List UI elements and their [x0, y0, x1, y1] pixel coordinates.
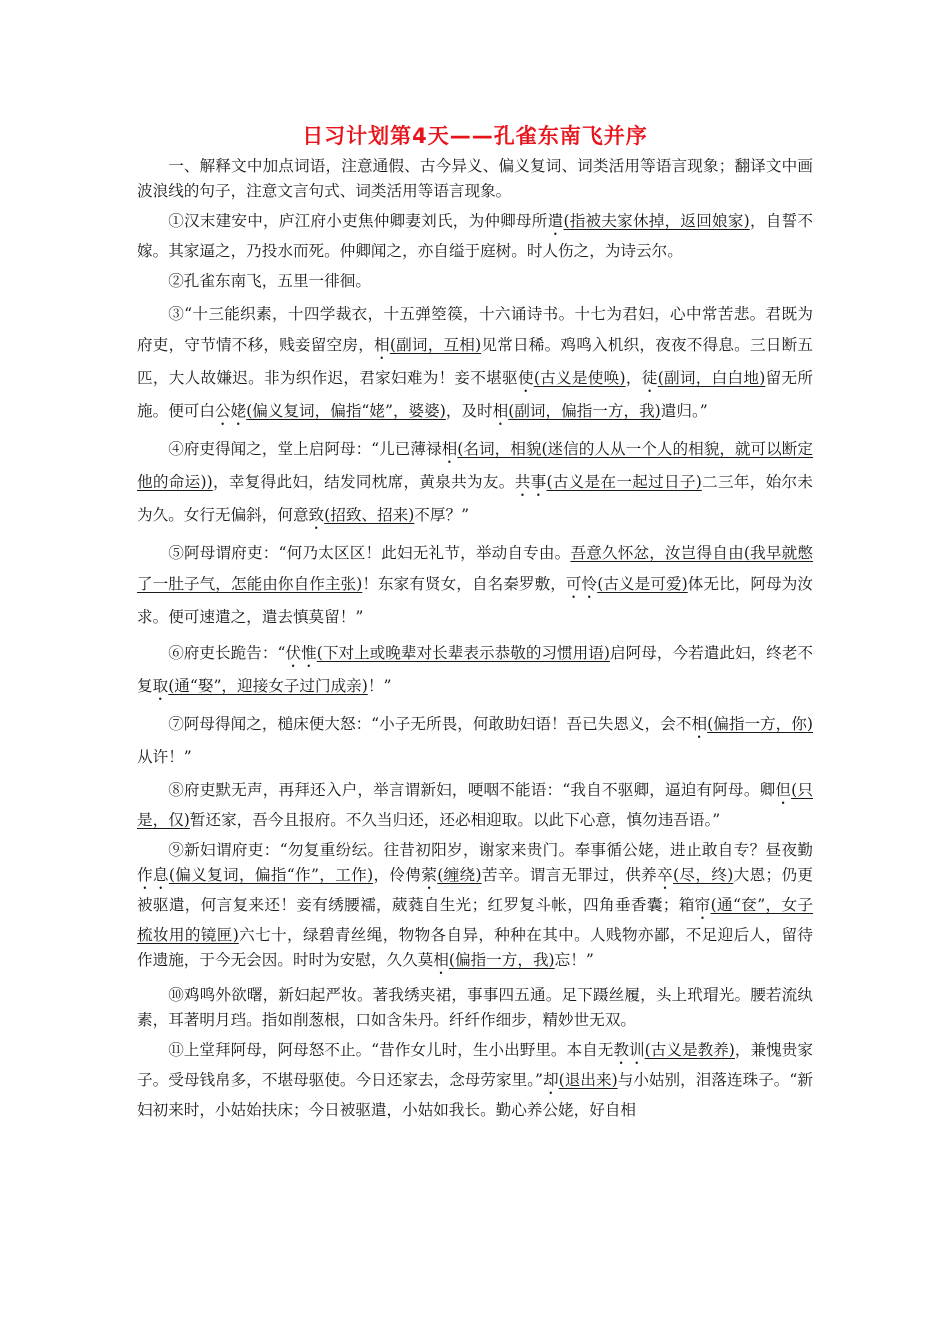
- dotted-keyword: 作息: [137, 866, 169, 884]
- paragraph-10: [137, 983, 813, 1033]
- annotation-text: (副词，互相): [389, 336, 482, 354]
- passage-text: ⑨新妇谓府吏：“勿复重纷纭。往昔初阳岁，谢家来贵门。奉事循公姥，进止敢自专？昼夜勤: [168, 841, 813, 859]
- passage-text: 与小姑别，泪落连珠子。“新妇初来时，小姑始扶床；今日被驱遣，小姑如我长。勤心养公姥，好自相: [137, 1071, 813, 1119]
- passage-text: ，兼愧贵家子。受母钱帛多，不堪母驱使。今日还家去，念母劳家里。”: [137, 1041, 813, 1089]
- passage-text: ④府吏得闻之，堂上启阿母：“儿已薄禄: [168, 440, 442, 458]
- passage-text: 不厚？”: [414, 506, 470, 524]
- passage-text: ，伶俜: [373, 866, 422, 884]
- dotted-keyword: 萦: [421, 866, 438, 884]
- annotation-text: (副词，偏指一方，我): [508, 402, 661, 420]
- dotted-keyword: 相: [691, 715, 708, 733]
- passage-text: ，及时: [445, 402, 493, 420]
- annotation-text: (尽，终): [673, 866, 734, 884]
- dotted-keyword: “伏惟: [277, 644, 317, 662]
- passage-text: ⑪上堂拜阿母，阿母怒不止。“昔作女儿时，生小出野里。本自无: [168, 1041, 614, 1059]
- annotation-text: (退出来): [558, 1071, 618, 1089]
- passage-text: ⑧府吏默无声，再拜还入户，举言谓新妇，哽咽不能语：“我自不驱卿，逼迫有阿母。卿: [168, 781, 776, 799]
- dotted-keyword: 帘: [694, 896, 711, 914]
- annotation-text: (指被夫家休掉，返回娘家): [563, 212, 750, 230]
- dotted-keyword: 却: [543, 1071, 559, 1089]
- passage-text: ⑩鸡鸣外欲曙，新妇起严妆。著我绣夹裙，事事四五通。足下蹑丝履，头上玳瑁光。腰若流纨素，耳著明月珰。指如削葱根，口如含朱丹。纤纤作细步，精妙世无双。: [137, 986, 813, 1029]
- paragraph-2: [137, 269, 813, 294]
- paragraph-9: [137, 838, 813, 978]
- passage-text: 二三年，始尔未为久。女行无偏斜，何意: [137, 473, 813, 524]
- passage-text: 遣归。”: [660, 402, 708, 420]
- annotation-text: (通“娶”，迎接女子过门成亲): [168, 677, 368, 695]
- paragraph-8: [137, 778, 813, 833]
- dotted-keyword: 公姥: [214, 402, 247, 420]
- paragraph-5: [137, 538, 813, 633]
- annotation-text: (古义是在一起过日子): [546, 473, 702, 491]
- passage-text: ，幸复得此妇，结发同枕席，黄泉共为友。: [212, 473, 515, 491]
- annotation-text: (副词，白白地): [657, 369, 766, 387]
- dotted-keyword: 但: [775, 781, 792, 799]
- passage-text: 六七十，绿碧青丝绳，物物各自异，种种在其中。人贱物亦鄙，不足迎后人，留待作遗施，于今无会因。时时为安慰，久久莫: [137, 926, 813, 969]
- dotted-keyword: 相: [433, 951, 449, 969]
- annotation-text: (偏义复词，偏指“姥”，婆婆): [246, 402, 446, 420]
- annotation-text: (招致、招来): [324, 506, 415, 524]
- dotted-keyword: 徒: [641, 369, 658, 387]
- paragraph-4: [137, 434, 813, 533]
- passage-text: ⑥府吏长跪告：: [168, 644, 278, 662]
- passage-text: 体无比，阿母为汝求。便可速遣之，遣去慎莫留！”: [137, 575, 813, 626]
- annotation-text: (古义是教养): [644, 1041, 735, 1059]
- annotation-text: 吾意久怀忿，汝岂得自由: [570, 544, 744, 562]
- dotted-keyword: 遣: [547, 212, 564, 230]
- document-title: 日习计划第4天——孔雀东南飞并序: [302, 124, 648, 148]
- passage-text: ⑦阿母得闻之，槌床便大怒：“小子无所畏，何敢助妇语！吾已失恩义，会不: [168, 715, 692, 733]
- intro-paragraph: 一、解释文中加点词语，注意通假、古今异义、偏义复词、词类活用等语言现象；翻译文中画波浪线的句子，注意文言句式、词类活用等语言现象。: [137, 157, 813, 200]
- paragraph-11: [137, 1038, 813, 1123]
- annotation-text: (古义是可爱): [597, 575, 688, 593]
- passage-text: 苦辛。谓言无罪过，供养: [481, 866, 658, 884]
- annotation-text: (我早就憋了一肚子气，怎能由你自作主张): [137, 544, 813, 593]
- dotted-keyword: 教训: [613, 1041, 645, 1059]
- passage-text: ！”: [367, 677, 392, 695]
- document-body: [137, 154, 813, 1128]
- passage-text: ①汉末建安中，庐江府小吏焦仲卿妻刘氏，为仲卿母所: [168, 212, 548, 230]
- annotation-text: (偏指一方，我): [448, 951, 555, 969]
- dotted-keyword: 致: [308, 506, 325, 524]
- paragraph-3: [137, 299, 813, 429]
- passage-text: ⑤阿母谓府吏：“何乃太区区！此妇无礼节，举动自专由。: [168, 544, 571, 562]
- passage-text: 忘！”: [554, 951, 594, 969]
- dotted-keyword: 取: [152, 677, 169, 695]
- dotted-keyword: 相: [374, 336, 390, 354]
- annotation-text: (通“奁”，女子梳妆用的镜匣): [137, 896, 813, 944]
- paragraph-1: [137, 209, 813, 264]
- dotted-keyword: 共事: [514, 473, 547, 491]
- annotation-text: (下对上或晚辈对长辈表示恭敬的习惯用语): [316, 644, 610, 662]
- annotation-text: (缠绕): [437, 866, 482, 884]
- paragraph-7: [137, 709, 813, 773]
- passage-text: ，自誓不嫁。其家逼之，乃投水而死。仲卿闻之，亦自缢于庭树。时人伤之，为诗云尔。: [137, 212, 813, 260]
- passage-text: ，: [625, 369, 642, 387]
- passage-text: 见常日稀。鸡鸣入机织，夜夜不得息。三日断五匹，大人故嫌迟。非为织作迟，君家妇难为！妾不堪驱: [137, 336, 813, 387]
- annotation-text: (偏指一方，你): [707, 715, 813, 733]
- annotation-text: (名词，相貌(迷信的人从一个人的相貌，就可以断定他的命运)): [137, 440, 813, 491]
- passage-text: ！东家有贤女，自名秦罗敷，: [362, 575, 566, 593]
- passage-text: 启阿母，今若遣此妇，终老不复: [137, 644, 813, 695]
- paragraph-6: [137, 638, 813, 704]
- dotted-keyword: 卒: [657, 866, 674, 884]
- passage-text: 留无所施。便可白: [137, 369, 813, 420]
- annotation-text: (偏义复词，偏指“作”，工作): [168, 866, 374, 884]
- passage-text: ③“十三能织素，十四学裁衣，十五弹箜篌，十六诵诗书。十七为君妇，心中常苦悲。君既为府吏，守节情不移，贱妾留空房，: [137, 305, 813, 354]
- dotted-keyword: 使: [517, 369, 534, 387]
- passage-text: ②孔雀东南飞，五里一徘徊。: [168, 272, 371, 290]
- dotted-keyword: 可怜: [565, 575, 598, 593]
- annotation-text: (只是，仅): [137, 781, 813, 829]
- dotted-keyword: 相: [492, 402, 509, 420]
- dotted-keyword: 相: [441, 440, 458, 458]
- annotation-text: (古义是使唤): [533, 369, 626, 387]
- passage-text: 大恩；仍更被驱遣，何言复来还！妾有绣腰襦，葳蕤自生光；红罗复斗帐，四角垂香囊；箱: [137, 866, 813, 914]
- passage-text: 从许！”: [137, 748, 192, 766]
- passage-text: 暂还家，吾今且报府。不久当归还，还必相迎取。以此下心意，慎勿违吾语。”: [189, 811, 721, 829]
